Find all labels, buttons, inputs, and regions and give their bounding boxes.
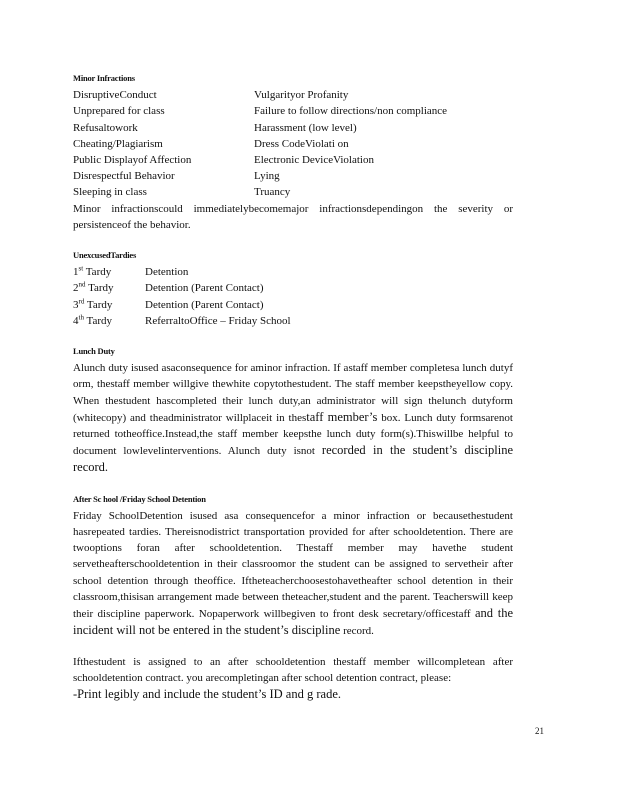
after-school-paragraph — [73, 508, 513, 640]
lunch-duty-text-cont: box. Lunch duty formsarenot returned totheoffice.Instead,the staff member keepsthe lunch duty form(s).Thiswillbe helpful to document lowlevelinterventions. Alunch duty isnot — [73, 411, 513, 458]
infraction-right: Failure to follow directions/non compliance — [254, 105, 448, 118]
infraction-right: Vulgarityor Profanity — [254, 89, 349, 102]
tardy-row — [73, 280, 513, 296]
infraction-left: Unprepared for class — [73, 105, 165, 118]
infraction-row — [73, 168, 513, 184]
infraction-right: Lying — [254, 170, 280, 183]
tardy-row — [73, 313, 513, 329]
infraction-row — [73, 120, 513, 136]
infraction-left: Public Displayof Affection — [73, 154, 192, 167]
infraction-row — [73, 87, 513, 103]
tardy-row — [73, 264, 513, 280]
page-number: 21 — [535, 726, 544, 736]
infraction-left: Cheating/Plagiarism — [73, 137, 163, 150]
lunch-duty-text-end: recorded in the student’s discipline record. — [73, 443, 513, 475]
infraction-left: Refusaltowork — [73, 121, 138, 134]
unexcused-tardies-heading: UnexcusedTardies — [73, 250, 137, 261]
lunch-duty-paragraph — [73, 360, 513, 476]
infraction-left: DisruptiveConduct — [73, 89, 157, 102]
minor-infractions-list — [73, 87, 513, 200]
after-school-text: Friday SchoolDetention isused asa consequencefor a minor infraction or becausethestudent hasrepeated tardies. Thereisnodistrict transportation provided for after schooldetention. There are twooptions foran after schooldetention. Thestaff member may havethe student servetheafterschooldetention in their classroomor the student can be assigned to servetheir after school detention through theoffice. Iftheteacherchoosestohavetheafter school detention in their classroom,thisisan arrangement made between theteacher,student and the parent. Teacherswill keep their discipline paperwork. Nopaperwork willbegiven to front desk secretary/officestaff — [73, 509, 513, 621]
after-school-detention-heading: After Sc hool /Friday School Detention — [73, 493, 206, 504]
infraction-right: Electronic DeviceViolation — [254, 154, 374, 167]
after-school-text-emph: and the incident will not be entered in the student’s discipline — [73, 606, 513, 638]
tardy-consequence: ReferraltoOffice – Friday School — [145, 314, 291, 327]
contract-paragraph: Ifthestudent is assigned to an after schooldetention thestaff member willcompletean after schooldetention contract. you arecompletingan after school detention contract, please: — [73, 655, 513, 684]
contract-bullet: -Print legibly and include the student’s ID and g rade. — [73, 686, 341, 701]
infraction-row — [73, 184, 513, 200]
after-school-text-end: record. — [343, 625, 374, 638]
infraction-right: Truancy — [254, 186, 291, 199]
tardy-count: 4th Tardy — [73, 313, 113, 327]
lunch-duty-text: Alunch duty isused asaconsequence for aminor infraction. If astaff member completesa lunch dutyf orm, thestaff member willgive thewhite copytothestudent. The staff member keepstheyellow copy. When thestudent hascompleted their lunch duty,an administrator will sign thelunch dutyform (whitecopy) and theadministrator willplaceit in thes — [73, 362, 513, 424]
tardy-consequence: Detention — [145, 266, 189, 279]
tardy-count: 3rd Tardy — [73, 296, 113, 311]
infraction-left: Disrespectful Behavior — [73, 170, 175, 183]
tardy-count: 1st Tardy — [73, 264, 112, 279]
lunch-duty-heading: Lunch Duty — [73, 346, 115, 357]
tardy-consequence: Detention (Parent Contact) — [145, 298, 264, 311]
infraction-right: Harassment (low level) — [254, 121, 357, 134]
tardy-row — [73, 297, 513, 313]
tardy-consequence: Detention (Parent Contact) — [145, 282, 264, 295]
tardy-count: 2nd Tardy — [73, 280, 114, 295]
infraction-right: Dress CodeViolati on — [254, 137, 349, 150]
lunch-duty-text-emph: taff member’s — [306, 409, 378, 424]
minor-infractions-heading: Minor Infractions — [73, 73, 135, 83]
infraction-row — [73, 152, 513, 168]
document-page — [73, 70, 513, 702]
tardies-list — [73, 264, 513, 329]
minor-infractions-note: Minor infractionscould immediatelybecomemajor infractionsdependingon the severity or persistenceof the behavior. — [73, 202, 513, 231]
infraction-left: Sleeping in class — [73, 186, 147, 199]
infraction-row — [73, 136, 513, 152]
infraction-row — [73, 103, 513, 119]
